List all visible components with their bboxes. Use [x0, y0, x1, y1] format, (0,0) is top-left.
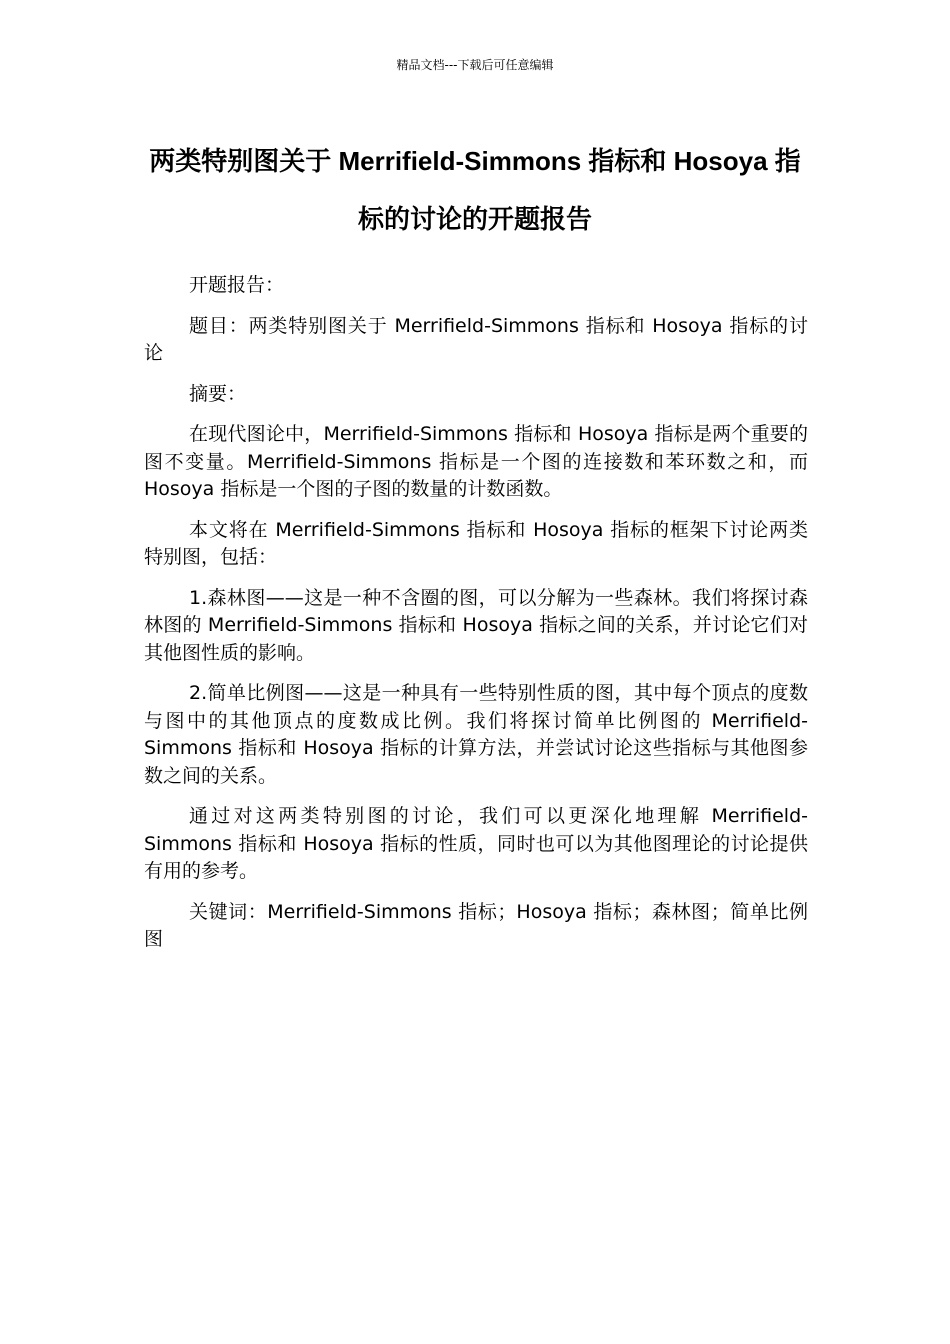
document-body: [144, 272, 808, 967]
paragraph-keywords: 关键词：Merrifield-Simmons 指标；Hosoya 指标；森林图；简单比例图: [144, 900, 808, 950]
paragraph-abstract-label: 摘要：: [189, 382, 247, 405]
paragraph-scope: 本文将在 Merrifield-Simmons 指标和 Hosoya 指标的框架下讨论两类特别图，包括：: [144, 518, 808, 568]
document-title: 两类特别图关于 Merrifield-Simmons 指标和 Hosoya 指标的讨论的开题报告: [149, 146, 801, 234]
paragraph-report-label: 开题报告：: [189, 274, 285, 296]
paragraph-intro: 在现代图论中，Merrifield-Simmons 指标和 Hosoya 指标是两个重要的图不变量。Merrifield-Simmons 指标是一个图的连接数和苯环数之和，而 Hosoya 指标是一个图的子图的数量的计数函数。: [144, 423, 808, 500]
paragraph-conclusion: 通过对这两类特别图的讨论，我们可以更深化地理解 Merrifield-Simmons 指标和 Hosoya 指标的性质，同时也可以为其他图理论的讨论提供有用的参考。: [144, 805, 808, 882]
paragraph-topic: 题目：两类特别图关于 Merrifield-Simmons 指标和 Hosoya 指标的讨论: [144, 314, 808, 364]
paragraph-proportional-graph: 2.简单比例图——这是一种具有一些特别性质的图，其中每个顶点的度数与图中的其他顶点的度数成比例。我们将探讨简单比例图的 Merrifield-Simmons 指标和 Hosoya 指标的计算方法，并尝试讨论这些指标与其他图参数之间的关系。: [144, 682, 808, 787]
paragraph-forest-graph: 1.森林图——这是一种不含圈的图，可以分解为一些森林。我们将探讨森林图的 Merrifield-Simmons 指标和 Hosoya 指标之间的关系，并讨论它们对其他图性质的影响。: [144, 586, 808, 664]
page-header: 精品文档---下载后可任意编辑: [396, 58, 554, 72]
